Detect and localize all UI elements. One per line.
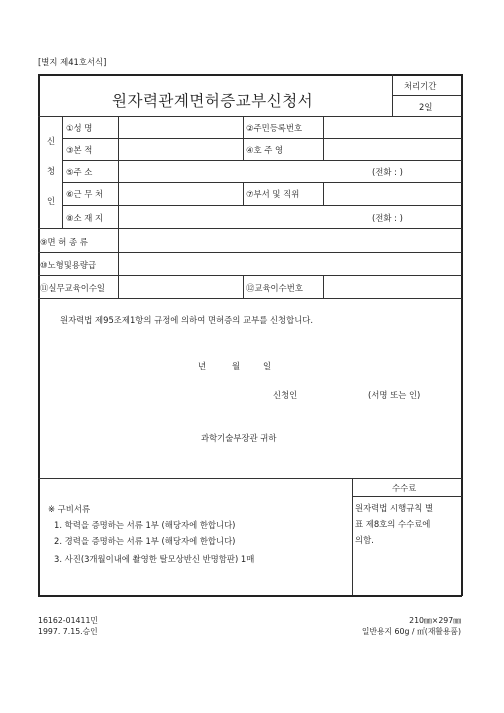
col-line <box>323 116 324 161</box>
date-month: 월 <box>232 361 241 371</box>
document-item-3: 3. 사진(3개월이내에 촬영한 탈모상반신 반명함판) 1매 <box>54 554 255 564</box>
license-type-field[interactable] <box>120 230 460 250</box>
col-line <box>243 182 244 205</box>
address-field[interactable] <box>120 162 370 181</box>
edu-no-field[interactable] <box>325 277 460 297</box>
addressee: 과학기술부장관 귀하 <box>201 433 277 443</box>
applicant-label: 신청인 <box>273 390 298 400</box>
border-right <box>461 74 463 596</box>
date-day: 일 <box>263 361 272 371</box>
name-label: ①성 명 <box>66 123 93 133</box>
processing-value: 2일 <box>419 102 433 112</box>
resident-no-label: ②주민등록번호 <box>246 123 303 133</box>
col-line <box>62 116 63 229</box>
row-line <box>38 228 462 229</box>
form-label: [별지 제41호서식] <box>38 57 107 67</box>
document-item-2: 2. 경력을 증명하는 서류 1부 (해당자에 한합니다) <box>54 536 236 546</box>
name-field[interactable] <box>120 118 242 137</box>
row-line <box>62 182 462 183</box>
border-bottom <box>38 595 462 597</box>
workplace-label: ⑥근 무 처 <box>66 189 104 199</box>
rank-label: ④호 주 영 <box>246 145 284 155</box>
hometown-label: ③본 적 <box>66 145 93 155</box>
side-label-2: 청 <box>47 166 56 176</box>
phone-1: (전화 : ) <box>372 167 403 177</box>
side-label-1: 신 <box>47 136 56 146</box>
statement: 원자력법 제95조제1항의 규정에 의하여 면허증의 교부를 신청합니다. <box>60 315 314 325</box>
col-line <box>243 275 244 298</box>
location-label: ⑧소 재 지 <box>66 213 104 223</box>
resident-no-field[interactable] <box>325 118 460 137</box>
reactor-label: ⑩노형및용량급 <box>40 260 97 270</box>
signature-hint: (서명 또는 인) <box>368 390 421 400</box>
col-line <box>118 116 119 298</box>
edu-no-label: ⑫교육이수번호 <box>246 283 303 293</box>
processing-label: 처리기간 <box>404 81 437 91</box>
row-line <box>38 275 462 276</box>
dept-field[interactable] <box>325 184 460 203</box>
phone-2: (전화 : ) <box>372 213 403 223</box>
training-date-label: ⑪실무교육이수일 <box>40 283 106 293</box>
row-line <box>38 298 462 299</box>
date-year: 년 <box>198 361 207 371</box>
row-line <box>38 116 462 117</box>
paper-size: 210㎜×297㎜ <box>409 616 461 625</box>
fee-line-1: 원자력법 시행규칙 별 <box>355 503 434 513</box>
workplace-field[interactable] <box>120 184 242 203</box>
hometown-field[interactable] <box>120 140 242 159</box>
fee-header: 수수료 <box>392 483 417 493</box>
dept-label: ⑦부서 및 직위 <box>246 189 300 199</box>
form-code: 16162-01411민 <box>38 616 98 625</box>
row-line <box>62 160 462 161</box>
location-field[interactable] <box>120 207 370 226</box>
row-line <box>62 205 462 206</box>
fee-line-3: 의함. <box>355 535 374 545</box>
document-item-1: 1. 학력을 증명하는 서류 1부 (해당자에 한합니다) <box>54 520 236 530</box>
col-line <box>243 116 244 161</box>
fee-line-2: 표 제8호의 수수료에 <box>355 519 431 529</box>
license-type-label: ⑨면 허 종 류 <box>40 237 88 247</box>
form-title: 원자력관계면허증교부신청서 <box>112 92 314 110</box>
documents-header: ※ 구비서류 <box>48 504 91 514</box>
side-label-3: 인 <box>47 196 56 206</box>
row-line <box>38 478 462 479</box>
reactor-field[interactable] <box>120 254 460 274</box>
row-line <box>62 138 462 139</box>
fee-header-line <box>352 496 462 497</box>
processing-mid-line <box>392 95 461 96</box>
rank-field[interactable] <box>325 140 460 159</box>
paper-type: 일반용지 60g / ㎡(재활용품) <box>361 627 461 636</box>
col-line <box>323 275 324 298</box>
address-label: ⑤주 소 <box>66 167 93 177</box>
border-left <box>38 74 40 596</box>
training-date-field[interactable] <box>120 277 242 297</box>
border-top <box>38 74 462 76</box>
approval-date: 1997. 7.15.승인 <box>38 627 98 636</box>
col-line <box>323 182 324 205</box>
row-line <box>38 252 462 253</box>
